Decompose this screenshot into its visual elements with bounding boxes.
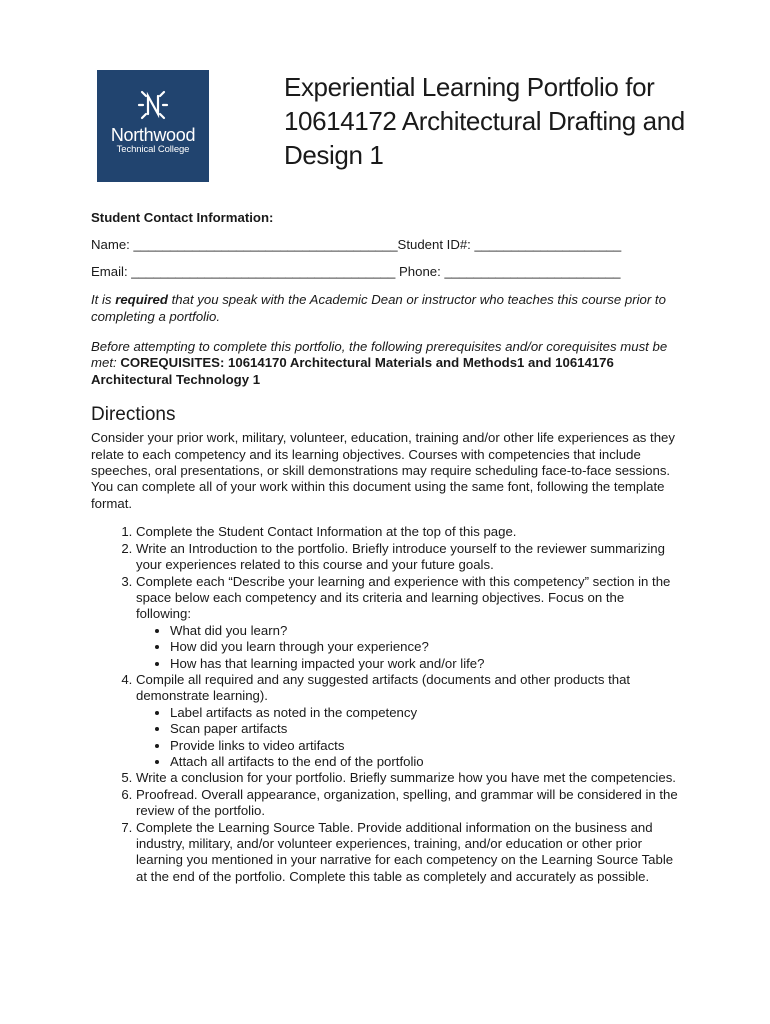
direction-step	[136, 820, 681, 886]
logo-name: Northwood	[110, 125, 196, 145]
college-logo	[97, 70, 209, 182]
email-phone-field-line: Email: ____________________________________ Phone: ________________________	[91, 263, 621, 279]
direction-step	[136, 787, 681, 820]
direction-substep: • Attach all artifacts to the end of the portfolio	[170, 754, 681, 770]
direction-step	[136, 770, 681, 786]
direction-step-text: Proofread. Overall appearance, organization, spelling, and grammar will be considered in the review of the portfolio.	[136, 786, 678, 819]
direction-substep: • How has that learning impacted your work and/or life?	[170, 656, 681, 672]
contact-heading: Student Contact Information:	[91, 210, 274, 225]
notice-bold: required	[115, 292, 168, 308]
page-title: Experiential Learning Portfolio for 10614172 Architectural Drafting and Design 1	[284, 72, 685, 170]
direction-step	[136, 524, 681, 540]
notice-post: that you speak with the Academic Dean or instructor who teaches this course prior to completing a portfolio.	[91, 292, 666, 324]
corequisites: COREQUISITES: 10614170 Architectural Materials and Methods1 and 10614176 Architectural Technology 1	[91, 355, 614, 387]
direction-step-text: Write a conclusion for your portfolio. Briefly summarize how you have met the competencies.	[136, 770, 676, 786]
direction-substep: • What did you learn?	[170, 623, 681, 639]
directions-heading: Directions	[91, 404, 176, 426]
notice-pre: It is	[91, 292, 116, 308]
direction-substeps-list	[136, 623, 681, 672]
direction-step	[136, 574, 681, 672]
direction-step-text: Write an Introduction to the portfolio. Briefly introduce yourself to the reviewer summarizing your experiences related to this course and your future goals.	[136, 540, 665, 573]
direction-step-text: Compile all required and any suggested artifacts (documents and other products that demonstrate learning).	[136, 671, 631, 704]
direction-substeps-list	[136, 705, 681, 771]
directions-steps-list	[91, 524, 681, 885]
direction-substep: • Label artifacts as noted in the competency	[170, 705, 681, 721]
required-notice	[91, 292, 681, 325]
direction-substep: • Scan paper artifacts	[170, 721, 681, 737]
document-body	[91, 210, 681, 885]
prereq-intro: Before attempting to complete this portfolio, the following prerequisites and/or corequisites must be met:	[91, 339, 668, 371]
northwood-emblem-icon	[136, 88, 170, 122]
prerequisite-notice	[91, 339, 681, 388]
directions-intro: Consider your prior work, military, volunteer, education, training and/or other life experiences as they relate to each competency and its learning objectives. Courses with competencies that include speeches, oral presentations, or skill demonstrations may require scheduling face-to-face sessions. You can complete all of your work within this document using the same font, following the template format.	[91, 430, 675, 511]
direction-step-text: Complete the Student Contact Information at the top of this page.	[136, 524, 517, 540]
direction-step-text: Complete the Learning Source Table. Provide additional information on the business and industry, military, and/or volunteer experiences, training, and/or education or other prior learning you mentioned in your narrative for each competency on the Learning Source Table at the end of the portfolio. Complete this table as completely and accurately as possible.	[136, 819, 674, 884]
name-id-field-line: Name: ____________________________________Student ID#: ____________________	[91, 237, 622, 253]
direction-substep: • How did you learn through your experience?	[170, 639, 681, 655]
direction-substep: • Provide links to video artifacts	[170, 738, 681, 754]
direction-step-text: Complete each “Describe your learning and experience with this competency” section in the space below each competency and its criteria and learning objectives. Focus on the following:	[136, 573, 671, 622]
logo-subtitle: Technical College	[116, 144, 190, 155]
direction-step	[136, 541, 681, 574]
direction-step	[136, 672, 681, 770]
